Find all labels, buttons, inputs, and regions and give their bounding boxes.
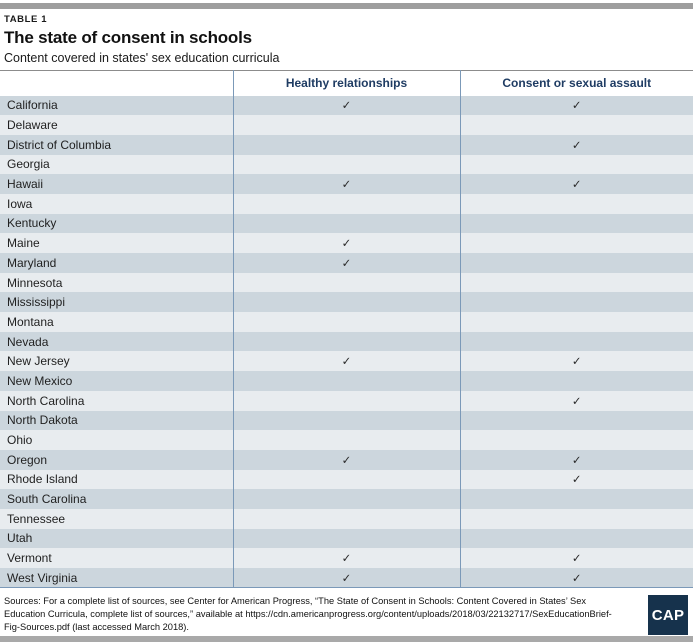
table-body [0, 96, 693, 588]
healthy-relationships-cell [233, 135, 460, 155]
healthy-relationships-cell [233, 391, 460, 411]
state-name-cell: Kentucky [0, 214, 233, 234]
table-row [0, 529, 693, 549]
consent-assault-cell [460, 430, 693, 450]
check-icon: ✓ [571, 395, 582, 408]
healthy-relationships-cell [233, 273, 460, 293]
healthy-relationships-cell [233, 214, 460, 234]
check-icon: ✓ [341, 238, 352, 251]
consent-assault-cell [460, 292, 693, 312]
healthy-relationships-cell [233, 253, 460, 273]
healthy-relationships-cell [233, 430, 460, 450]
check-icon: ✓ [341, 356, 352, 369]
consent-assault-cell [460, 489, 693, 509]
state-name-cell: Vermont [0, 548, 233, 568]
table-row [0, 273, 693, 293]
state-name-cell: California [0, 96, 233, 116]
state-name-cell: Delaware [0, 115, 233, 135]
healthy-relationships-cell [233, 470, 460, 490]
healthy-relationships-cell [233, 115, 460, 135]
state-name-cell: Rhode Island [0, 470, 233, 490]
state-name-cell: Ohio [0, 430, 233, 450]
state-name-cell: Maryland [0, 253, 233, 273]
healthy-relationships-cell [233, 174, 460, 194]
consent-assault-cell [460, 450, 693, 470]
state-name-cell: North Carolina [0, 391, 233, 411]
healthy-relationships-cell [233, 509, 460, 529]
consent-assault-cell [460, 529, 693, 549]
table-row [0, 115, 693, 135]
consent-assault-cell [460, 115, 693, 135]
table-row [0, 292, 693, 312]
table-row [0, 450, 693, 470]
state-name-cell: Hawaii [0, 174, 233, 194]
healthy-relationships-cell [233, 332, 460, 352]
state-name-cell: Tennessee [0, 509, 233, 529]
figure-subtitle: Content covered in states' sex education curricula [4, 51, 280, 65]
check-icon: ✓ [571, 179, 582, 192]
state-name-cell: Georgia [0, 155, 233, 175]
table-row [0, 371, 693, 391]
table-row [0, 470, 693, 490]
healthy-relationships-cell [233, 371, 460, 391]
consent-assault-cell [460, 214, 693, 234]
state-name-cell: New Jersey [0, 351, 233, 371]
table-row [0, 351, 693, 371]
state-name-cell: District of Columbia [0, 135, 233, 155]
bottom-accent-bar [0, 636, 693, 642]
consent-assault-cell [460, 312, 693, 332]
state-name-cell: West Virginia [0, 568, 233, 588]
sources-note: Sources: For a complete list of sources, see Center for American Progress, “The State of Consent in Schools: Content Covered in States’ Sex Education Curricula, complete list of sources,” available at https://cdn.americanprogress.org/content/uploads/2018/03/22132717/SexEducationBrief-Fig-Sources.pdf (last accessed March 2018). [4, 596, 612, 632]
healthy-relationships-cell [233, 489, 460, 509]
table-row [0, 568, 693, 588]
table-row [0, 509, 693, 529]
state-name-cell: Oregon [0, 450, 233, 470]
state-name-cell: Iowa [0, 194, 233, 214]
consent-assault-cell [460, 371, 693, 391]
healthy-relationships-cell [233, 411, 460, 431]
state-name-cell: North Dakota [0, 411, 233, 431]
consent-assault-cell [460, 548, 693, 568]
healthy-relationships-cell [233, 351, 460, 371]
table-row [0, 391, 693, 411]
healthy-relationships-cell [233, 312, 460, 332]
consent-assault-cell [460, 391, 693, 411]
healthy-relationships-cell [233, 194, 460, 214]
consent-assault-cell [460, 233, 693, 253]
check-icon: ✓ [571, 100, 582, 113]
consent-assault-cell [460, 194, 693, 214]
table-row [0, 155, 693, 175]
table-row [0, 96, 693, 116]
table-row [0, 194, 693, 214]
check-icon: ✓ [571, 139, 582, 152]
state-name-cell: New Mexico [0, 371, 233, 391]
table-row [0, 332, 693, 352]
check-icon: ✓ [571, 454, 582, 467]
consent-assault-cell [460, 411, 693, 431]
table-row [0, 135, 693, 155]
consent-assault-cell [460, 253, 693, 273]
table-header-row [0, 71, 693, 96]
healthy-relationships-cell [233, 96, 460, 116]
table-row [0, 312, 693, 332]
check-icon: ✓ [341, 572, 352, 585]
table-row [0, 411, 693, 431]
figure-title: The state of consent in schools [4, 28, 252, 47]
check-icon: ✓ [341, 100, 352, 113]
check-icon: ✓ [341, 179, 352, 192]
consent-coverage-table [0, 70, 693, 588]
consent-assault-cell [460, 273, 693, 293]
consent-assault-cell [460, 568, 693, 588]
table-row [0, 253, 693, 273]
cap-logo: CAP [648, 595, 688, 635]
state-name-cell: Minnesota [0, 273, 233, 293]
state-name-cell: South Carolina [0, 489, 233, 509]
consent-assault-cell [460, 509, 693, 529]
state-name-cell: Utah [0, 529, 233, 549]
table-row [0, 489, 693, 509]
consent-assault-cell [460, 174, 693, 194]
table-row [0, 430, 693, 450]
consent-assault-cell [460, 332, 693, 352]
table-row [0, 214, 693, 234]
figure-footer [0, 588, 693, 635]
table-row [0, 548, 693, 568]
check-icon: ✓ [341, 553, 352, 566]
state-column-header [0, 71, 233, 96]
figure-header [0, 9, 693, 65]
check-icon: ✓ [571, 356, 582, 369]
check-icon: ✓ [571, 572, 582, 585]
check-icon: ✓ [341, 454, 352, 467]
table-row [0, 233, 693, 253]
consent-assault-cell [460, 135, 693, 155]
check-icon: ✓ [571, 553, 582, 566]
state-name-cell: Maine [0, 233, 233, 253]
healthy-relationships-cell [233, 529, 460, 549]
consent-assault-cell [460, 155, 693, 175]
consent-assault-cell [460, 470, 693, 490]
healthy-relationships-cell [233, 548, 460, 568]
healthy-relationships-cell [233, 155, 460, 175]
consent-assault-cell [460, 96, 693, 116]
state-name-cell: Mississippi [0, 292, 233, 312]
state-name-cell: Nevada [0, 332, 233, 352]
state-name-cell: Montana [0, 312, 233, 332]
check-icon: ✓ [341, 257, 352, 270]
consent-assault-column-header: Consent or sexual assault [460, 71, 693, 96]
healthy-relationships-cell [233, 292, 460, 312]
healthy-relationships-cell [233, 568, 460, 588]
healthy-relationships-cell [233, 450, 460, 470]
table-row [0, 174, 693, 194]
healthy-relationships-cell [233, 233, 460, 253]
healthy-relationships-column-header: Healthy relationships [233, 71, 460, 96]
table-number-label: TABLE 1 [4, 14, 48, 25]
consent-assault-cell [460, 351, 693, 371]
check-icon: ✓ [571, 474, 582, 487]
